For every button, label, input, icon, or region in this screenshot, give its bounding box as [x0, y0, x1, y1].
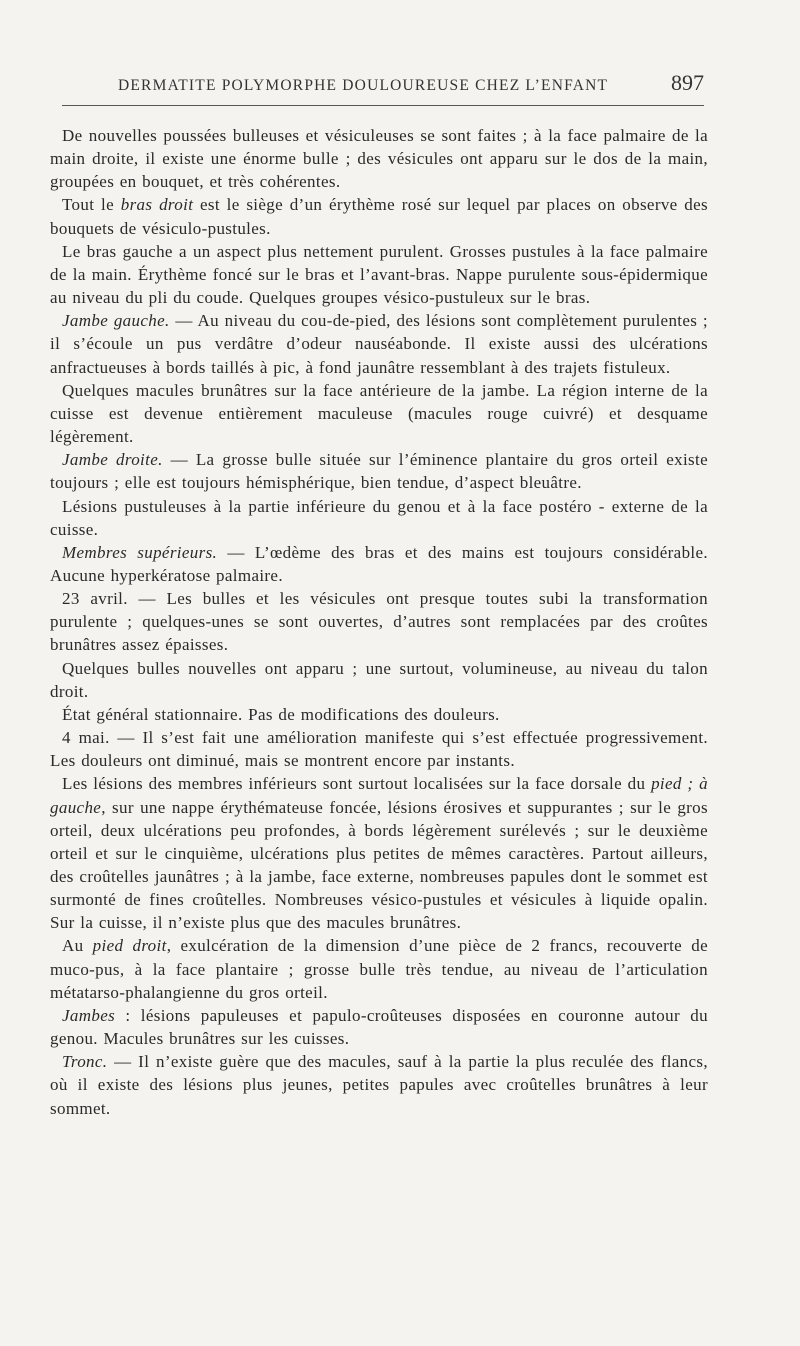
paragraph: État général stationnaire. Pas de modifications des douleurs. [62, 704, 500, 724]
paragraph: Jambe droite. — La grosse bulle située sur l’éminence plantaire du gros orteil existe toujours ; elle est toujours hémisphérique, bien tendue, d’aspect bleuâtre. [50, 450, 708, 493]
paragraph: Le bras gauche a un aspect plus nettement purulent. Grosses pustules à la face palmaire de la main. Érythème foncé sur le bras et l’avant-bras. Nappe purulente sous-épidermique au niveau du pli du coude. Quelques groupes vésico-pustuleux sur le bras. [50, 241, 708, 308]
running-header [50, 70, 708, 100]
paragraph: Tout le bras droit est le siège d’un érythème rosé sur lequel par places on observe des bouquets de vésiculo-pustules. [50, 195, 708, 238]
paragraph: Membres supérieurs. — L’œdème des bras et des mains est toujours considérable. Aucune hyperkératose palmaire. [50, 542, 708, 585]
paragraph: Les lésions des membres inférieurs sont surtout localisées sur la face dorsale du pied ; à gauche, sur une nappe érythémateuse foncée, lésions érosives et suppurantes ; sur le gros orteil, deux ulcérations peu profondes, à bords légèrement surélevés ; sur le deuxième orteil et sur le cinquième, ulcérations plus petites de mêmes caractères. Partout ailleurs, des croûtelles jaunâtres ; à la jambe, face externe, nombreuses papules dont le sommet est surmonté de fines croûtelles. Nombreuses vésico-pustules et vésicules à liquide opalin. Sur la cuisse, il n’existe plus que des macules brunâtres. [50, 774, 708, 933]
paragraph: Quelques bulles nouvelles ont apparu ; une surtout, volumineuse, au niveau du talon droit. [50, 658, 708, 701]
paragraph: Jambe gauche. — Au niveau du cou-de-pied, des lésions sont complètement purulentes ; il s’écoule un pus verdâtre d’odeur nauséabonde. Il existe aussi des ulcérations anfractueuses à bords taillés à pic, à fond jaunâtre ressemblant à des trajets fistuleux. [50, 311, 708, 377]
paragraph: Au pied droit, exulcération de la dimension d’une pièce de 2 francs, recouverte de muco-pus, à la face plantaire ; grosse bulle très tendue, au niveau de l’articulation métatarso-phalangienne du gros orteil. [50, 936, 709, 1002]
paragraph: De nouvelles poussées bulleuses et vésiculeuses se sont faites ; à la face palmaire de la main droite, il existe une énorme bulle ; des vésicules ont apparu sur le dos de la main, groupées en bouquet, et très cohérentes. [50, 126, 708, 192]
paragraph: Jambes : lésions papuleuses et papulo-croûteuses disposées en couronne autour du genou. Macules brunâtres sur les cuisses. [50, 1005, 708, 1049]
paragraph: 23 avril. — Les bulles et les vésicules ont presque toutes subi la transformation purulente ; quelques-unes se sont ouvertes, d’autres sont remplacées par des croûtes brunâtres assez épaisses. [50, 589, 708, 655]
page-number: 897 [671, 70, 704, 95]
body-text [50, 124, 708, 1120]
running-title: DERMATITE POLYMORPHE DOULOUREUSE CHEZ L’ENFANT [118, 77, 609, 94]
paragraph: Quelques macules brunâtres sur la face antérieure de la jambe. La région interne de la cuisse est devenue entièrement maculeuse (macules rouge cuivré) et desquame légèrement. [50, 380, 708, 447]
paragraph: 4 mai. — Il s’est fait une amélioration manifeste qui s’est effectuée progressivement. Les douleurs ont diminué, mais se montrent encore par instants. [50, 728, 708, 771]
page [50, 70, 708, 1120]
paragraph: Lésions pustuleuses à la partie inférieure du genou et à la face postéro - externe de la cuisse. [50, 496, 708, 539]
header-rule [62, 105, 704, 106]
paragraph: Tronc. — Il n’existe guère que des macules, sauf à la partie la plus reculée des flancs, où il existe des lésions plus jeunes, petites papules avec croûtelles brunâtres à leur sommet. [50, 1052, 708, 1118]
